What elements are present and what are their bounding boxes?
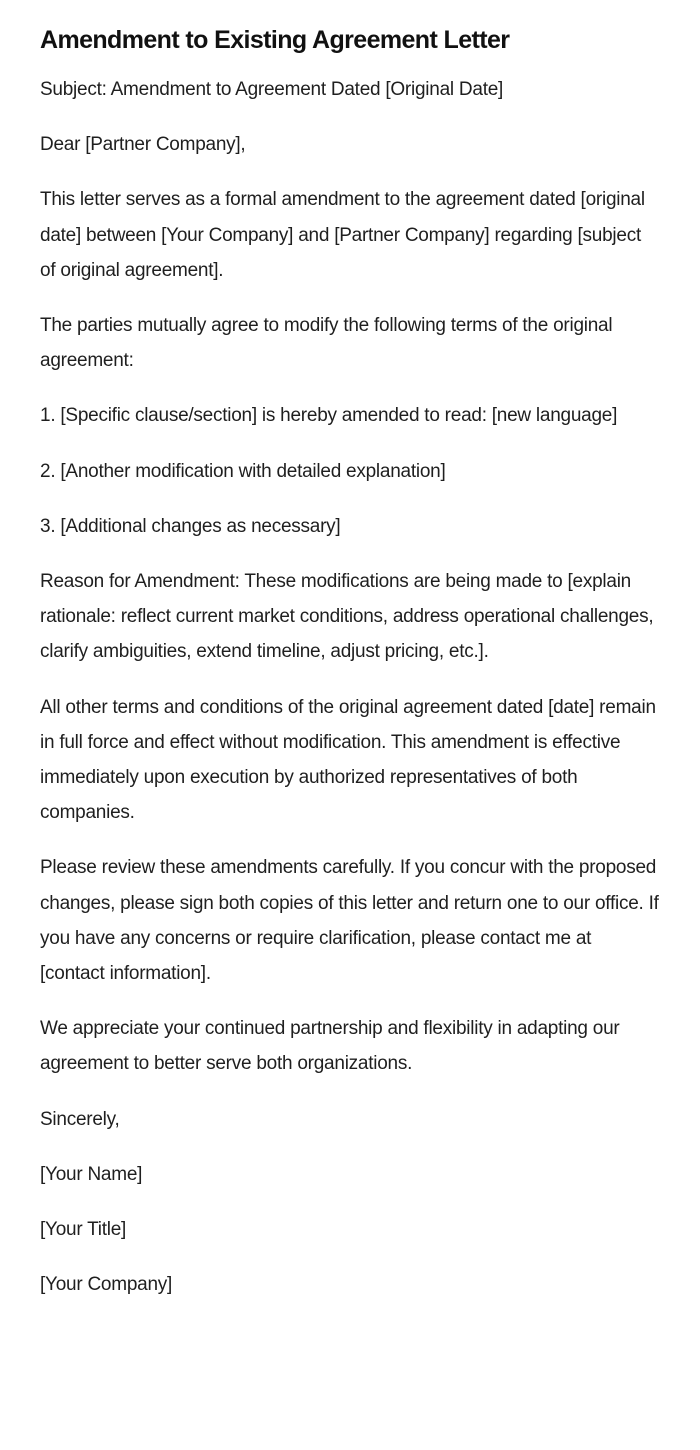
- signature-title: [Your Title]: [40, 1219, 127, 1241]
- document-title: Amendment to Existing Agreement Letter: [40, 26, 510, 54]
- signature-name: [Your Name]: [40, 1163, 143, 1185]
- amendment-item-1: 1. [Specific clause/section] is hereby amended to read: [new language]: [40, 405, 618, 427]
- salutation: Dear [Partner Company],: [40, 134, 246, 156]
- amendment-item-3: 3. [Additional changes as necessary]: [40, 515, 341, 537]
- amendment-item-2: 2. [Another modification with detailed explanation]: [40, 460, 446, 482]
- review-request-paragraph: Please review these amendments carefully. If you concur with the proposed changes, please sign both copies of this letter and return one to our office. If you have any concerns or require clarification, please contact me at [contact information].: [40, 857, 659, 985]
- intro-paragraph: This letter serves as a formal amendment to the agreement dated [original date] between [Your Company] and [Partner Company] regarding [subject of original agreement].: [40, 189, 645, 281]
- appreciation-paragraph: We appreciate your continued partnership and flexibility in adapting our agreement to better serve both organizations.: [40, 1018, 620, 1075]
- other-terms-paragraph: All other terms and conditions of the original agreement dated [date] remain in full force and effect without modification. This amendment is effective immediately upon execution by authorized representatives of both companies.: [40, 696, 656, 824]
- closing: Sincerely,: [40, 1108, 120, 1130]
- subject-line: Subject: Amendment to Agreement Dated [Original Date]: [40, 79, 504, 100]
- terms-intro-paragraph: The parties mutually agree to modify the following terms of the original agreement:: [40, 315, 613, 372]
- reason-paragraph: Reason for Amendment: These modifications are being made to [explain rationale: reflect current market conditions, address operational challenges, clarify ambiguities, extend timeline, adjust pricing, etc.].: [40, 571, 654, 663]
- signature-company: [Your Company]: [40, 1274, 173, 1296]
